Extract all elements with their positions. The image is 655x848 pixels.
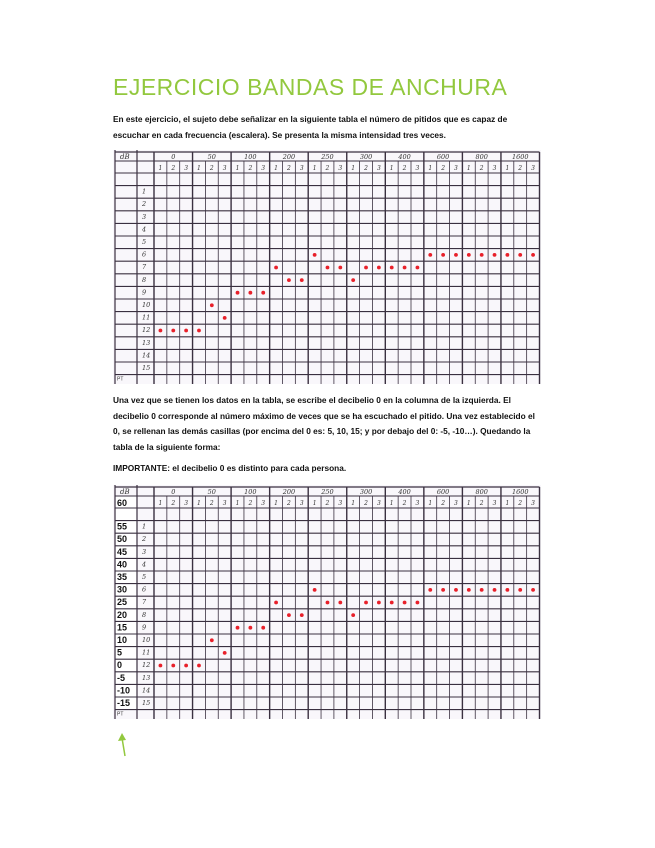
row-number: 4 bbox=[142, 225, 147, 234]
trial-header: 3 bbox=[184, 165, 189, 172]
trial-header: 1 bbox=[312, 500, 317, 507]
trial-header: 3 bbox=[376, 165, 381, 172]
trial-header: 3 bbox=[222, 165, 227, 172]
db-value: 15 bbox=[117, 622, 128, 633]
response-dot bbox=[236, 291, 240, 295]
frequency-header: 300 bbox=[359, 488, 373, 496]
explanation-paragraph: Una vez que se tienen los datos en la tabla, se escribe el decibelio 0 en la columna de la izquierda. El decibelio 0 corresponde al número máximo de veces que se ha escuchado el pitido. Una vez establecido el 0, se rellenan las demás casillas (por encima del 0 es: 5, 10, 15; y por debajo del 0: -5, -10…). Quedando la tabla de la siguiente forma: bbox=[113, 395, 535, 452]
trial-header: 1 bbox=[312, 165, 317, 172]
frequency-header: 600 bbox=[436, 488, 450, 496]
trial-header: 3 bbox=[299, 165, 304, 172]
trial-header: 2 bbox=[325, 165, 330, 172]
row-number: 12 bbox=[142, 326, 151, 335]
row-number: 6 bbox=[142, 250, 147, 259]
trial-header: 2 bbox=[479, 165, 484, 172]
trial-header: 3 bbox=[531, 500, 535, 507]
trial-header: 3 bbox=[338, 500, 343, 507]
response-dot bbox=[403, 601, 407, 605]
response-dot bbox=[274, 266, 278, 270]
trial-header: 3 bbox=[454, 500, 458, 507]
trial-header: 1 bbox=[389, 165, 394, 172]
row-number: 4 bbox=[142, 560, 147, 569]
trial-header: 2 bbox=[248, 500, 253, 507]
row-number: 5 bbox=[142, 238, 147, 246]
trial-header: 3 bbox=[376, 500, 381, 507]
trial-header: 3 bbox=[299, 500, 304, 507]
response-dot bbox=[223, 651, 227, 655]
response-dot bbox=[313, 253, 317, 257]
db-value: 0 bbox=[117, 660, 123, 671]
row-number: 14 bbox=[142, 686, 151, 695]
trial-header: 3 bbox=[415, 500, 420, 507]
trial-header: 1 bbox=[158, 165, 163, 172]
response-dot bbox=[223, 316, 227, 320]
db-value: 10 bbox=[117, 635, 128, 645]
trial-header: 3 bbox=[531, 165, 535, 172]
response-dot bbox=[159, 329, 163, 333]
response-dot bbox=[326, 601, 330, 605]
row-number: 15 bbox=[142, 699, 151, 707]
response-dot bbox=[390, 266, 394, 270]
trial-header: 2 bbox=[518, 500, 523, 507]
trial-header: 3 bbox=[184, 500, 189, 507]
row-number: 8 bbox=[142, 610, 147, 619]
response-dot bbox=[236, 626, 240, 630]
trial-header: 3 bbox=[261, 500, 266, 507]
response-dot bbox=[159, 664, 163, 668]
db-value: 50 bbox=[117, 534, 128, 545]
db-value: 5 bbox=[117, 647, 123, 658]
db-value: 35 bbox=[117, 572, 128, 582]
trial-header: 1 bbox=[351, 500, 356, 507]
row-number: 9 bbox=[142, 623, 147, 632]
frequency-header: 1600 bbox=[511, 488, 529, 496]
response-dot bbox=[274, 601, 278, 605]
trial-header: 1 bbox=[235, 165, 240, 172]
page-title: EJERCICIO BANDAS DE ANCHURA bbox=[113, 74, 508, 100]
row-number: 10 bbox=[142, 636, 151, 644]
db-value: -10 bbox=[117, 685, 131, 696]
db-value: 25 bbox=[117, 597, 128, 608]
trial-header: 2 bbox=[287, 500, 291, 507]
row-number: 6 bbox=[142, 585, 147, 594]
trial-header: 2 bbox=[364, 500, 368, 507]
db-value: 30 bbox=[117, 584, 128, 595]
frequency-header: 400 bbox=[398, 153, 411, 161]
response-dot bbox=[505, 588, 509, 592]
trial-header: 2 bbox=[441, 500, 446, 507]
trial-header: 1 bbox=[351, 165, 356, 172]
response-dot bbox=[364, 601, 368, 605]
response-dot bbox=[351, 278, 355, 282]
response-dot bbox=[518, 588, 522, 592]
row-number: 2 bbox=[142, 535, 147, 544]
frequency-header: 0 bbox=[171, 153, 176, 161]
response-dot bbox=[184, 329, 188, 333]
response-dot bbox=[428, 588, 432, 592]
bottom-row-label: PT bbox=[117, 711, 124, 718]
row-number: 13 bbox=[142, 338, 151, 347]
row-number: 12 bbox=[142, 661, 151, 670]
response-dot bbox=[377, 266, 381, 270]
frequency-header: 400 bbox=[398, 488, 411, 496]
response-dot bbox=[416, 266, 420, 270]
response-dot bbox=[441, 588, 445, 592]
response-dot bbox=[531, 588, 535, 592]
frequency-header: 1600 bbox=[511, 153, 529, 161]
trial-header: 1 bbox=[235, 500, 240, 507]
row-number: 11 bbox=[142, 648, 151, 657]
frequency-header: 50 bbox=[207, 153, 216, 161]
response-dot bbox=[467, 588, 471, 592]
response-dot bbox=[441, 253, 445, 257]
response-dot bbox=[210, 303, 214, 307]
row-number: 15 bbox=[142, 364, 151, 372]
trial-header: 2 bbox=[518, 165, 523, 172]
trial-header: 1 bbox=[428, 165, 433, 172]
row-number: 1 bbox=[142, 522, 147, 531]
row-number: 3 bbox=[142, 212, 147, 221]
trial-header: 1 bbox=[389, 500, 394, 507]
trial-header: 2 bbox=[479, 500, 484, 507]
trial-header: 3 bbox=[415, 165, 420, 172]
row-number: 7 bbox=[142, 598, 147, 607]
response-dot bbox=[416, 601, 420, 605]
response-dot bbox=[338, 266, 342, 270]
response-dot bbox=[287, 278, 291, 282]
trial-header: 2 bbox=[364, 165, 368, 172]
trial-header: 2 bbox=[402, 500, 407, 507]
db-value: 40 bbox=[117, 559, 128, 570]
db-value: 60 bbox=[117, 498, 128, 508]
response-dot bbox=[313, 588, 317, 592]
frequency-header: 0 bbox=[171, 488, 176, 496]
trial-header: 3 bbox=[454, 165, 458, 172]
db-header: dB bbox=[120, 153, 130, 161]
trial-header: 1 bbox=[466, 165, 471, 172]
response-dot bbox=[428, 253, 432, 257]
response-dot bbox=[493, 253, 497, 257]
trial-header: 3 bbox=[492, 500, 497, 507]
trial-header: 1 bbox=[505, 165, 510, 172]
row-number: 14 bbox=[142, 351, 151, 360]
trial-header: 2 bbox=[325, 500, 330, 507]
row-number: 7 bbox=[142, 263, 147, 272]
response-dot bbox=[261, 626, 265, 630]
trial-header: 3 bbox=[222, 500, 227, 507]
row-number: 8 bbox=[142, 275, 147, 284]
response-dot bbox=[364, 266, 368, 270]
frequency-header: 200 bbox=[282, 488, 296, 496]
response-dot bbox=[454, 253, 458, 257]
row-number: 1 bbox=[142, 187, 147, 196]
trial-header: 2 bbox=[171, 500, 176, 507]
db-value: 55 bbox=[117, 521, 128, 532]
frequency-header: 300 bbox=[359, 153, 373, 161]
trial-header: 1 bbox=[197, 500, 201, 507]
trial-header: 1 bbox=[158, 500, 163, 507]
db-value: -5 bbox=[117, 672, 126, 683]
hearing-table-with-db bbox=[113, 485, 541, 719]
db-value: 20 bbox=[117, 609, 128, 620]
response-dot bbox=[531, 253, 535, 257]
response-dot bbox=[248, 626, 252, 630]
response-dot bbox=[197, 664, 201, 668]
trial-header: 3 bbox=[492, 165, 497, 172]
frequency-header: 250 bbox=[321, 153, 334, 161]
trial-header: 2 bbox=[171, 165, 176, 172]
response-dot bbox=[171, 664, 175, 668]
trial-header: 1 bbox=[428, 500, 433, 507]
trial-header: 2 bbox=[287, 165, 291, 172]
response-dot bbox=[287, 613, 291, 617]
trial-header: 2 bbox=[209, 165, 214, 172]
frequency-header: 800 bbox=[475, 153, 488, 161]
row-number: 2 bbox=[142, 200, 147, 209]
frequency-header: 100 bbox=[244, 488, 257, 496]
response-dot bbox=[171, 329, 175, 333]
response-dot bbox=[338, 601, 342, 605]
frequency-header: 50 bbox=[207, 488, 216, 496]
row-number: 5 bbox=[142, 573, 147, 581]
response-dot bbox=[467, 253, 471, 257]
trial-header: 2 bbox=[209, 500, 214, 507]
response-dot bbox=[377, 601, 381, 605]
response-dot bbox=[184, 664, 188, 668]
row-number: 10 bbox=[142, 301, 151, 309]
trial-header: 1 bbox=[274, 500, 278, 507]
response-dot bbox=[390, 601, 394, 605]
arrow-up-icon bbox=[116, 732, 130, 763]
response-dot bbox=[261, 291, 265, 295]
row-number: 11 bbox=[142, 313, 151, 322]
response-dot bbox=[300, 613, 304, 617]
response-dot bbox=[326, 266, 330, 270]
response-dot bbox=[480, 588, 484, 592]
response-dot bbox=[197, 329, 201, 333]
important-note: IMPORTANTE: el decibelio 0 es distinto para cada persona. bbox=[113, 463, 347, 473]
trial-header: 1 bbox=[197, 165, 201, 172]
bottom-row-label: PT bbox=[117, 376, 124, 383]
response-dot bbox=[493, 588, 497, 592]
row-number: 9 bbox=[142, 288, 147, 297]
intro-paragraph: En este ejercicio, el sujeto debe señalizar en la siguiente tabla el número de pitidos que es capaz de escuchar en cada frecuencia (escalera). Se presenta la misma intensidad tres veces. bbox=[113, 114, 508, 140]
row-number: 13 bbox=[142, 673, 151, 682]
db-value: 45 bbox=[117, 546, 128, 557]
response-dot bbox=[480, 253, 484, 257]
frequency-header: 250 bbox=[321, 488, 334, 496]
trial-header: 2 bbox=[248, 165, 253, 172]
frequency-header: 200 bbox=[282, 153, 296, 161]
frequency-header: 800 bbox=[475, 488, 488, 496]
response-dot bbox=[248, 291, 252, 295]
hearing-table-raw bbox=[113, 150, 541, 384]
response-dot bbox=[403, 266, 407, 270]
trial-header: 1 bbox=[466, 500, 471, 507]
frequency-header: 600 bbox=[436, 153, 450, 161]
trial-header: 2 bbox=[402, 165, 407, 172]
response-dot bbox=[300, 278, 304, 282]
trial-header: 3 bbox=[338, 165, 343, 172]
frequency-header: 100 bbox=[244, 153, 257, 161]
row-number: 3 bbox=[142, 547, 147, 556]
trial-header: 3 bbox=[261, 165, 266, 172]
trial-header: 2 bbox=[441, 165, 446, 172]
db-header: dB bbox=[120, 488, 130, 496]
trial-header: 1 bbox=[505, 500, 510, 507]
response-dot bbox=[454, 588, 458, 592]
response-dot bbox=[210, 638, 214, 642]
response-dot bbox=[351, 613, 355, 617]
trial-header: 1 bbox=[274, 165, 278, 172]
response-dot bbox=[505, 253, 509, 257]
db-value: -15 bbox=[117, 698, 131, 708]
response-dot bbox=[518, 253, 522, 257]
